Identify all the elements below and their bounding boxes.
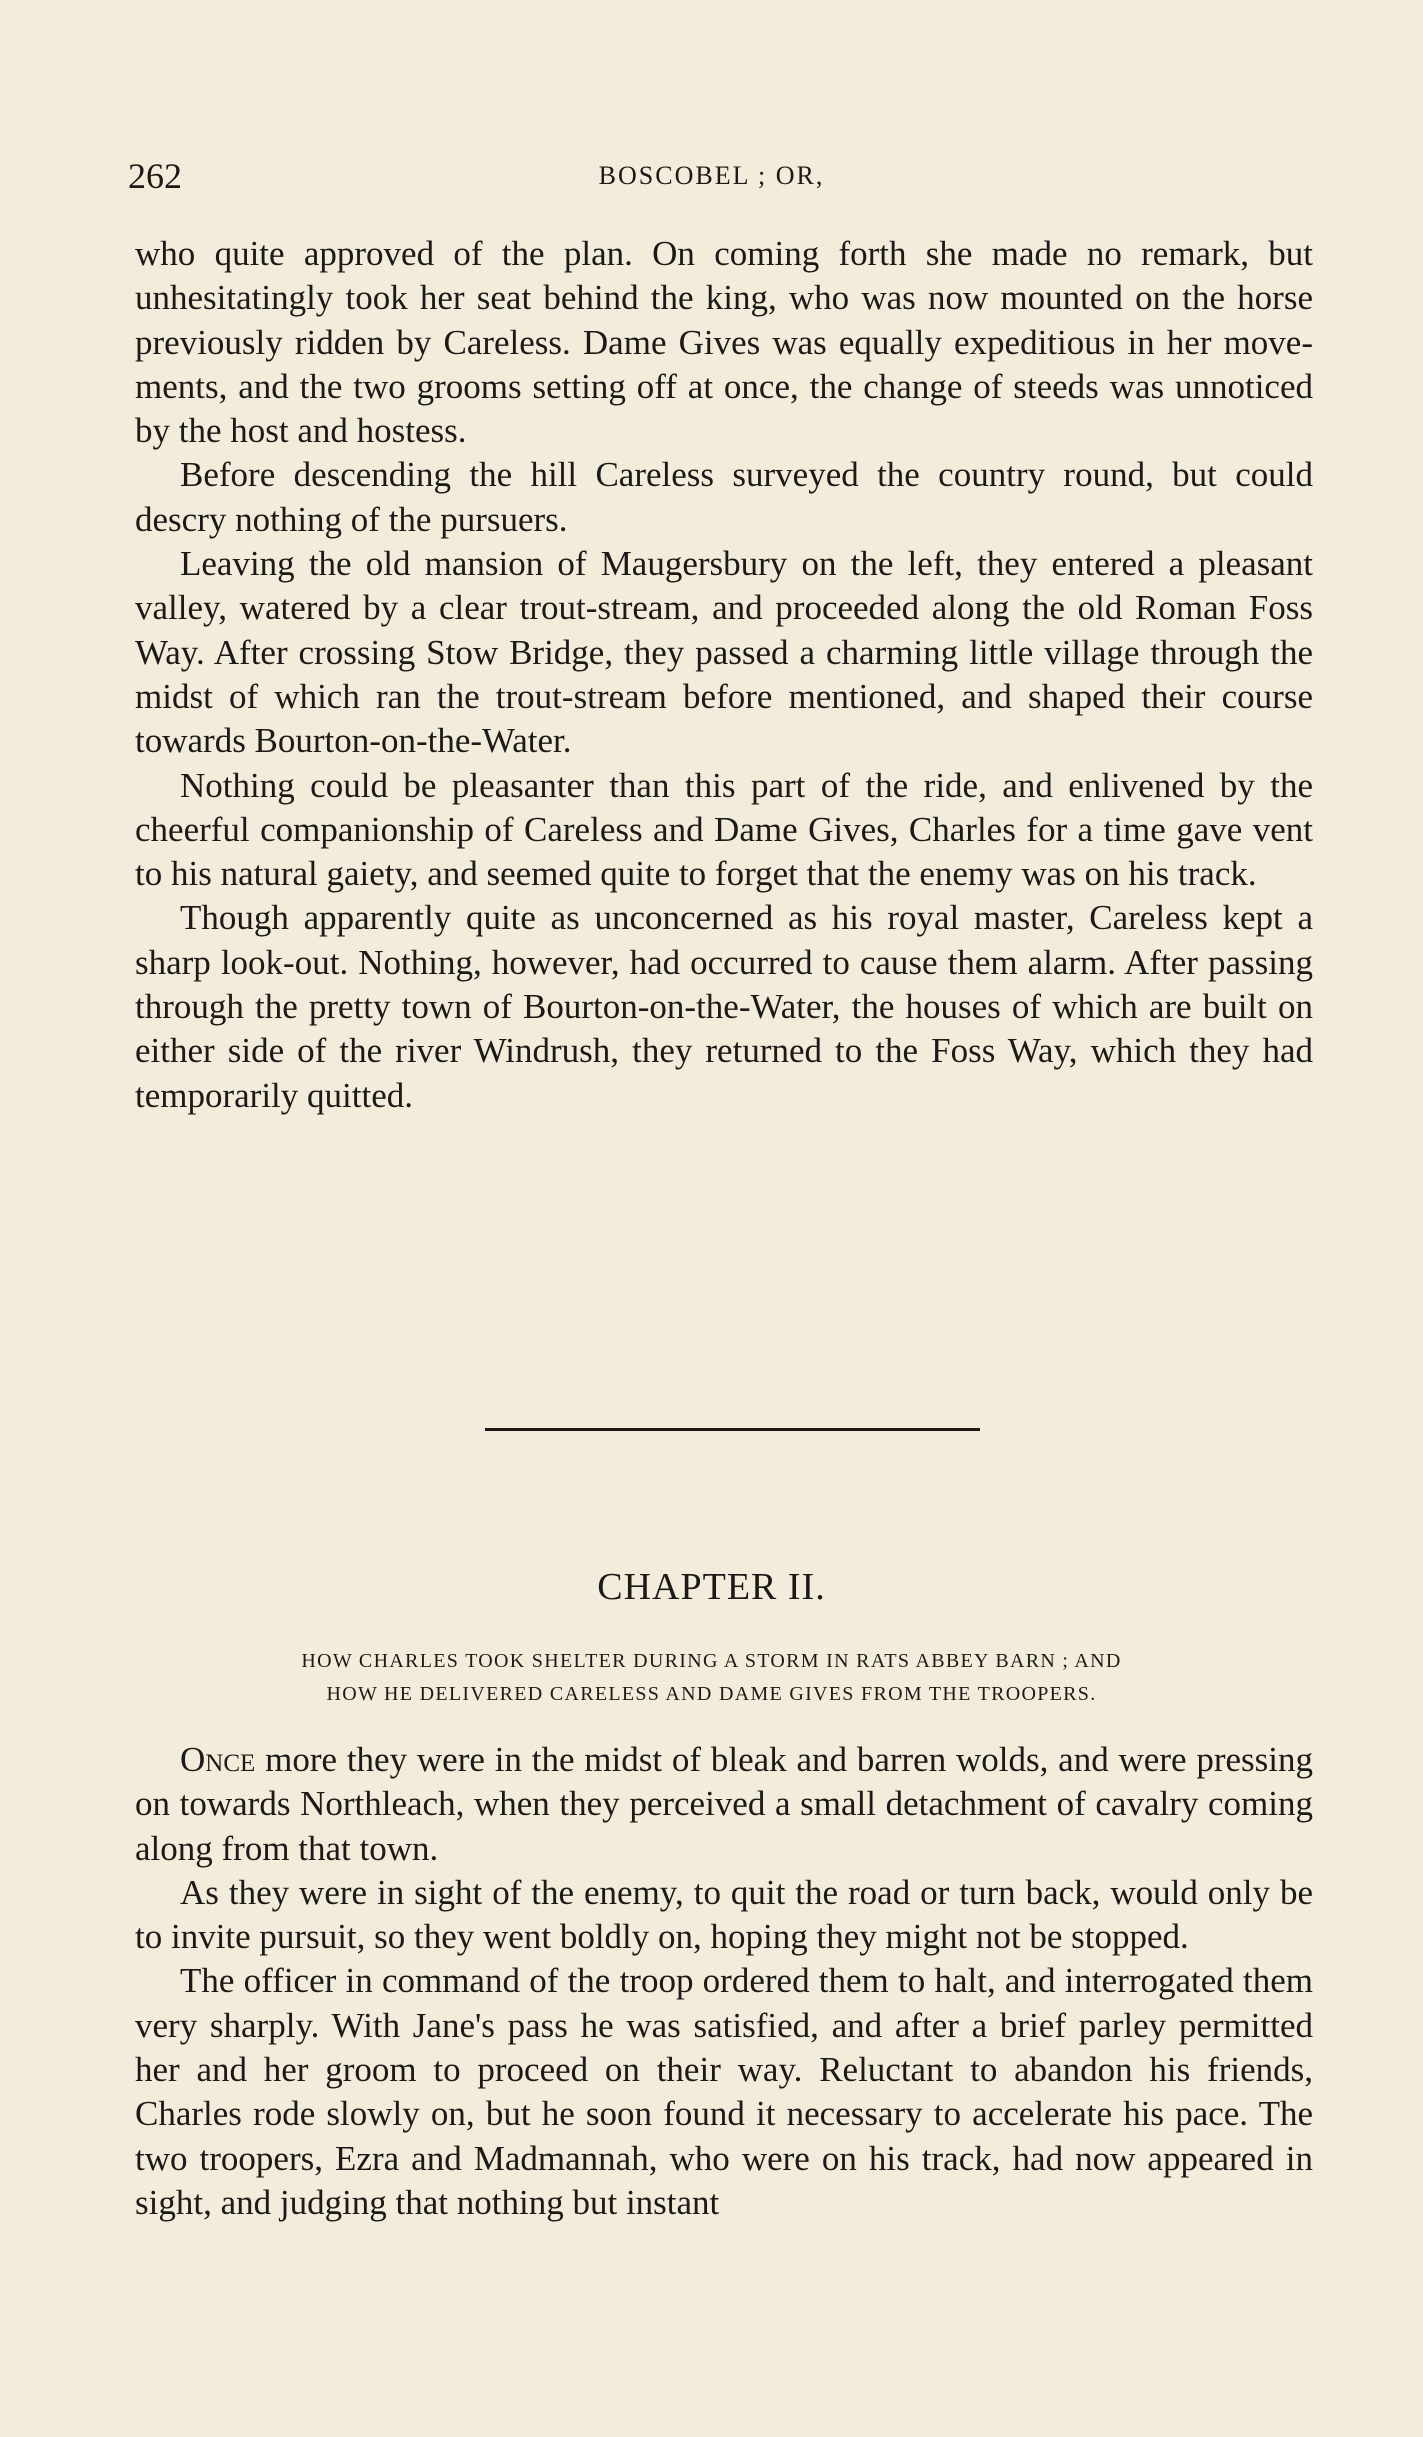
- chapter-summary-line: HOW CHARLES TOOK SHELTER DURING A STORM IN RATS ABBEY BARN ; AND: [301, 1650, 1122, 1672]
- paragraph: who quite approved of the plan. On coming forth she made no remark, but unhesitatingly took her seat behind the king, who was now mounted on the horse previously ridden by Careless. Dame Gives was equally expeditious in her move- ments, and the two grooms setting off at once, the change of steeds was unnoticed by the host and hostess.: [135, 234, 1313, 451]
- top-text-block: [135, 232, 1313, 1118]
- paragraph: As they were in sight of the enemy, to quit the road or turn back, would only be to invite pursuit, so they went boldly on, hoping they might not be stopped.: [135, 1872, 1313, 1957]
- chapter-summary: [150, 1645, 1273, 1711]
- section-divider: [485, 1428, 980, 1431]
- paragraph: Nothing could be pleasanter than this part of the ride, and enlivened by the cheerful companionship of Careless and Dame Gives, Charles for a time gave vent to his natural gaiety, and seemed quite to forget that the enemy was on his track.: [135, 765, 1313, 894]
- chapter-text-block: [135, 1738, 1313, 2225]
- opening-word: Once: [180, 1740, 256, 1779]
- chapter-title: CHAPTER II.: [597, 1566, 826, 1608]
- running-title: BOSCOBEL ; OR,: [598, 161, 825, 190]
- chapter-summary-line: HOW HE DELIVERED CARELESS AND DAME GIVES FROM THE TROOPERS.: [326, 1683, 1097, 1705]
- paragraph: Though apparently quite as unconcerned as his royal master, Careless kept a sharp look-out. Nothing, however, had occurred to cause them alarm. After passing through the pretty town of Bourton-on-the-Water, the houses of which are built on either side of the river Windrush, they returned to the Foss Way, which they had temporarily quitted.: [135, 898, 1313, 1115]
- paragraph-text: more they were in the midst of bleak and barren wolds, and were pressing on towards Northleach, when they perceived a small detachment of cavalry coming along from that town.: [135, 1740, 1313, 1868]
- running-head: [0, 155, 1423, 205]
- paragraph: Before descending the hill Careless surveyed the country round, but could descry nothing of the pursuers.: [135, 455, 1313, 539]
- paragraph: Leaving the old mansion of Maugersbury on the left, they entered a pleasant valley, watered by a clear trout-stream, and proceeded along the old Roman Foss Way. After crossing Stow Bridge, they passed a charming little village through the midst of which ran the trout-stream before mentioned, and shaped their course towards Bourton-on-the-Water.: [135, 544, 1313, 761]
- paragraph: [135, 1738, 1313, 1871]
- paragraph: The officer in command of the troop ordered them to halt, and interrogated them very sharply. With Jane's pass he was satisfied, and after a brief parley permitted her and her groom to proceed on their way. Reluctant to abandon his friends, Charles rode slowly on, but he soon found it necessary to accelerate his pace. The two troopers, Ezra and Madmannah, who were on his track, had now appeared in sight, and judging that nothing but instant: [135, 1961, 1313, 2222]
- page-number: 262: [128, 156, 182, 196]
